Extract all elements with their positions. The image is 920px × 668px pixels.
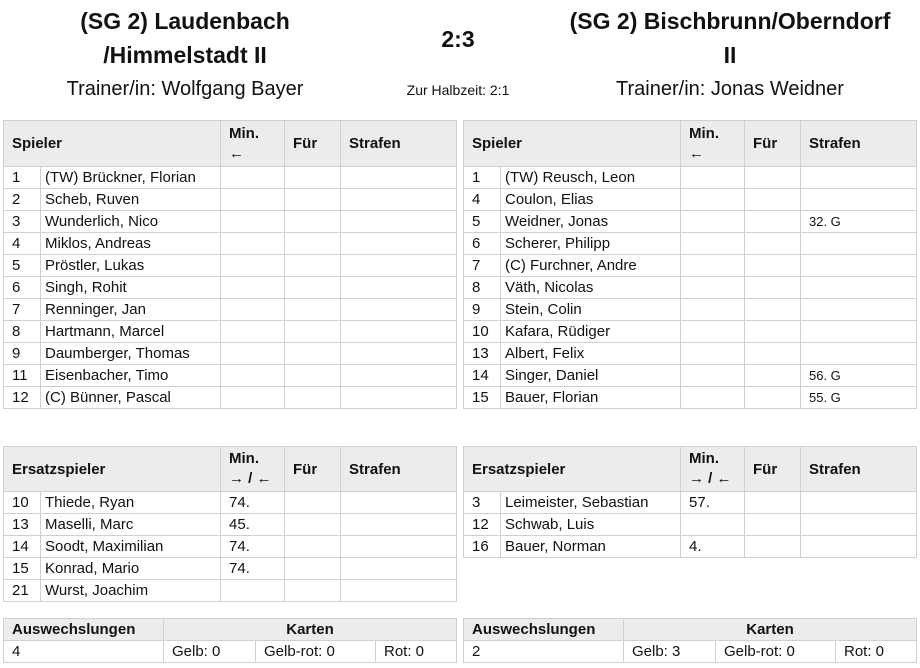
player-strafen — [341, 321, 457, 343]
min-header: Min. ← — [681, 121, 745, 167]
player-fuer — [285, 343, 341, 365]
auswechslungen-header: Auswechslungen — [4, 619, 164, 641]
gelbrot-count: Gelb-rot: 0 — [716, 641, 836, 663]
table-row — [4, 299, 457, 321]
player-number: 9 — [4, 343, 41, 365]
player-fuer — [285, 387, 341, 409]
player-minute — [681, 167, 745, 189]
player-name: (C) Furchner, Andre — [501, 255, 681, 277]
ersatzspieler-header: Ersatzspieler — [464, 447, 681, 492]
player-strafen — [801, 255, 917, 277]
home-starters-table — [3, 120, 457, 409]
player-strafen — [341, 299, 457, 321]
table-row — [464, 233, 917, 255]
player-strafen — [341, 387, 457, 409]
spieler-header: Spieler — [464, 121, 681, 167]
player-minute — [681, 255, 745, 277]
player-name: Coulon, Elias — [501, 189, 681, 211]
player-name: (TW) Brückner, Florian — [41, 167, 221, 189]
table-row — [464, 255, 917, 277]
player-number: 12 — [4, 387, 41, 409]
player-name: Singh, Rohit — [41, 277, 221, 299]
player-name: Renninger, Jan — [41, 299, 221, 321]
table-row — [4, 233, 457, 255]
player-number: 11 — [4, 365, 41, 387]
table-row — [4, 211, 457, 233]
player-fuer — [285, 492, 341, 514]
player-strafen — [801, 277, 917, 299]
player-number: 15 — [464, 387, 501, 409]
away-team-header — [540, 4, 920, 72]
player-name: Konrad, Mario — [41, 558, 221, 580]
table-header-row — [464, 447, 917, 492]
player-minute — [221, 387, 285, 409]
player-number: 12 — [464, 514, 501, 536]
player-minute — [681, 189, 745, 211]
player-name: Thiede, Ryan — [41, 492, 221, 514]
player-minute — [681, 233, 745, 255]
player-strafen — [341, 580, 457, 602]
table-row — [4, 514, 457, 536]
player-strafen — [801, 189, 917, 211]
player-minute — [681, 387, 745, 409]
away-team-name-line1: (SG 2) Bischbrunn/Oberndorf — [569, 8, 891, 34]
player-name: Bauer, Norman — [501, 536, 681, 558]
player-fuer — [285, 189, 341, 211]
player-strafen: 56. G — [801, 365, 917, 387]
player-name: Väth, Nicolas — [501, 277, 681, 299]
player-strafen — [341, 233, 457, 255]
player-strafen — [341, 167, 457, 189]
home-team-name-line1: (SG 2) Laudenbach — [80, 8, 290, 34]
ersatzspieler-header: Ersatzspieler — [4, 447, 221, 492]
player-minute — [221, 167, 285, 189]
player-strafen — [341, 514, 457, 536]
player-fuer — [745, 255, 801, 277]
table-row — [4, 167, 457, 189]
table-header-row — [4, 121, 457, 167]
rot-count: Rot: 0 — [836, 641, 917, 663]
player-number: 3 — [4, 211, 41, 233]
player-number: 10 — [464, 321, 501, 343]
player-name: Leimeister, Sebastian — [501, 492, 681, 514]
player-minute — [221, 365, 285, 387]
player-strafen — [341, 492, 457, 514]
away-summary-table — [463, 618, 917, 663]
player-name: Maselli, Marc — [41, 514, 221, 536]
player-number: 5 — [464, 211, 501, 233]
table-header-row — [4, 447, 457, 492]
player-name: (TW) Reusch, Leon — [501, 167, 681, 189]
player-strafen — [801, 321, 917, 343]
player-fuer — [745, 299, 801, 321]
player-minute: 57. — [681, 492, 745, 514]
table-row — [464, 365, 917, 387]
player-fuer — [285, 514, 341, 536]
player-strafen — [801, 233, 917, 255]
table-row — [464, 321, 917, 343]
gelbrot-count: Gelb-rot: 0 — [256, 641, 376, 663]
player-minute — [221, 211, 285, 233]
player-fuer — [285, 299, 341, 321]
player-minute: 74. — [221, 558, 285, 580]
karten-header: Karten — [624, 619, 917, 641]
player-name: Wurst, Joachim — [41, 580, 221, 602]
player-strafen — [341, 211, 457, 233]
player-number: 4 — [4, 233, 41, 255]
fuer-header: Für — [285, 447, 341, 492]
player-number: 4 — [464, 189, 501, 211]
player-name: Scherer, Philipp — [501, 233, 681, 255]
table-row — [464, 299, 917, 321]
player-minute — [221, 343, 285, 365]
home-team-header — [40, 4, 330, 72]
auswechslungen-count: 4 — [4, 641, 164, 663]
away-team-name-line2: II — [723, 42, 737, 68]
player-strafen — [801, 492, 917, 514]
player-number: 15 — [4, 558, 41, 580]
table-row — [4, 536, 457, 558]
table-row — [464, 343, 917, 365]
strafen-header: Strafen — [801, 121, 917, 167]
rot-count: Rot: 0 — [376, 641, 457, 663]
player-name: Pröstler, Lukas — [41, 255, 221, 277]
player-minute — [221, 277, 285, 299]
player-fuer — [285, 580, 341, 602]
player-name: Daumberger, Thomas — [41, 343, 221, 365]
player-minute: 4. — [681, 536, 745, 558]
player-name: Wunderlich, Nico — [41, 211, 221, 233]
player-minute — [221, 299, 285, 321]
player-fuer — [745, 492, 801, 514]
player-minute — [681, 365, 745, 387]
player-name: Kafara, Rüdiger — [501, 321, 681, 343]
strafen-header: Strafen — [341, 121, 457, 167]
player-minute — [221, 189, 285, 211]
score: 2:3 — [441, 26, 475, 52]
table-row — [464, 167, 917, 189]
table-row — [464, 277, 917, 299]
player-fuer — [745, 343, 801, 365]
player-name: Singer, Daniel — [501, 365, 681, 387]
fuer-header: Für — [745, 447, 801, 492]
player-fuer — [285, 167, 341, 189]
player-fuer — [745, 211, 801, 233]
min-header: Min. → / ← — [221, 447, 285, 492]
player-number: 8 — [464, 277, 501, 299]
player-fuer — [285, 233, 341, 255]
fuer-header: Für — [285, 121, 341, 167]
away-subs-table — [463, 446, 917, 558]
table-row — [4, 321, 457, 343]
player-number: 6 — [4, 277, 41, 299]
table-row — [464, 536, 917, 558]
player-number: 6 — [464, 233, 501, 255]
player-number: 7 — [464, 255, 501, 277]
home-trainer: Trainer/in: Wolfgang Bayer — [66, 78, 304, 100]
player-fuer — [745, 536, 801, 558]
player-minute — [681, 321, 745, 343]
player-number: 13 — [4, 514, 41, 536]
min-header: Min. ← — [221, 121, 285, 167]
player-strafen — [801, 536, 917, 558]
player-strafen — [801, 514, 917, 536]
home-team-name-line2: /Himmelstadt II — [103, 42, 267, 68]
player-minute — [221, 255, 285, 277]
player-number: 5 — [4, 255, 41, 277]
table-row — [4, 255, 457, 277]
player-strafen — [341, 189, 457, 211]
player-fuer — [285, 536, 341, 558]
player-minute: 74. — [221, 536, 285, 558]
spieler-header: Spieler — [4, 121, 221, 167]
table-row — [4, 492, 457, 514]
player-name: Albert, Felix — [501, 343, 681, 365]
player-strafen: 32. G — [801, 211, 917, 233]
player-minute: 74. — [221, 492, 285, 514]
player-minute — [681, 343, 745, 365]
player-number: 13 — [464, 343, 501, 365]
player-number: 10 — [4, 492, 41, 514]
fuer-header: Für — [745, 121, 801, 167]
table-row — [464, 387, 917, 409]
player-name: Schwab, Luis — [501, 514, 681, 536]
gelb-count: Gelb: 0 — [164, 641, 256, 663]
player-minute — [221, 580, 285, 602]
player-fuer — [285, 277, 341, 299]
player-minute — [681, 514, 745, 536]
player-name: Bauer, Florian — [501, 387, 681, 409]
player-name: (C) Bünner, Pascal — [41, 387, 221, 409]
player-strafen: 55. G — [801, 387, 917, 409]
player-fuer — [285, 558, 341, 580]
player-strafen — [801, 343, 917, 365]
player-minute — [681, 299, 745, 321]
auswechslungen-header: Auswechslungen — [464, 619, 624, 641]
table-row — [4, 365, 457, 387]
player-strafen — [341, 558, 457, 580]
player-number: 14 — [4, 536, 41, 558]
table-header-row — [464, 121, 917, 167]
player-fuer — [745, 365, 801, 387]
player-name: Miklos, Andreas — [41, 233, 221, 255]
player-number: 3 — [464, 492, 501, 514]
player-number: 1 — [464, 167, 501, 189]
table-row — [464, 211, 917, 233]
player-number: 2 — [4, 189, 41, 211]
player-minute — [221, 233, 285, 255]
player-number: 1 — [4, 167, 41, 189]
halftime-score: Zur Halbzeit: 2:1 — [406, 82, 510, 98]
karten-header: Karten — [164, 619, 457, 641]
player-strafen — [341, 536, 457, 558]
player-name: Stein, Colin — [501, 299, 681, 321]
home-subs-table — [3, 446, 457, 602]
player-fuer — [745, 321, 801, 343]
player-fuer — [745, 514, 801, 536]
player-number: 7 — [4, 299, 41, 321]
player-name: Scheb, Ruven — [41, 189, 221, 211]
away-trainer: Trainer/in: Jonas Weidner — [616, 78, 844, 100]
table-row — [4, 558, 457, 580]
player-fuer — [285, 255, 341, 277]
player-minute — [681, 277, 745, 299]
table-row — [464, 492, 917, 514]
min-header: Min. → / ← — [681, 447, 745, 492]
player-strafen — [341, 365, 457, 387]
table-row — [4, 387, 457, 409]
auswechslungen-count: 2 — [464, 641, 624, 663]
table-row — [4, 580, 457, 602]
strafen-header: Strafen — [341, 447, 457, 492]
player-number: 16 — [464, 536, 501, 558]
player-number: 9 — [464, 299, 501, 321]
player-minute — [221, 321, 285, 343]
player-fuer — [285, 321, 341, 343]
player-name: Eisenbacher, Timo — [41, 365, 221, 387]
player-fuer — [745, 233, 801, 255]
table-row — [4, 189, 457, 211]
player-fuer — [745, 167, 801, 189]
gelb-count: Gelb: 3 — [624, 641, 716, 663]
player-name: Soodt, Maximilian — [41, 536, 221, 558]
player-strafen — [341, 277, 457, 299]
player-strafen — [801, 167, 917, 189]
home-summary-table — [3, 618, 457, 663]
player-strafen — [801, 299, 917, 321]
player-fuer — [745, 387, 801, 409]
player-fuer — [285, 211, 341, 233]
player-minute — [681, 211, 745, 233]
player-minute: 45. — [221, 514, 285, 536]
player-fuer — [745, 189, 801, 211]
strafen-header: Strafen — [801, 447, 917, 492]
table-row — [464, 514, 917, 536]
player-number: 14 — [464, 365, 501, 387]
player-fuer — [285, 365, 341, 387]
table-row — [4, 343, 457, 365]
player-strafen — [341, 343, 457, 365]
player-fuer — [745, 277, 801, 299]
player-number: 8 — [4, 321, 41, 343]
player-name: Hartmann, Marcel — [41, 321, 221, 343]
player-number: 21 — [4, 580, 41, 602]
player-name: Weidner, Jonas — [501, 211, 681, 233]
away-starters-table — [463, 120, 917, 409]
table-row — [464, 189, 917, 211]
player-strafen — [341, 255, 457, 277]
table-row — [4, 277, 457, 299]
